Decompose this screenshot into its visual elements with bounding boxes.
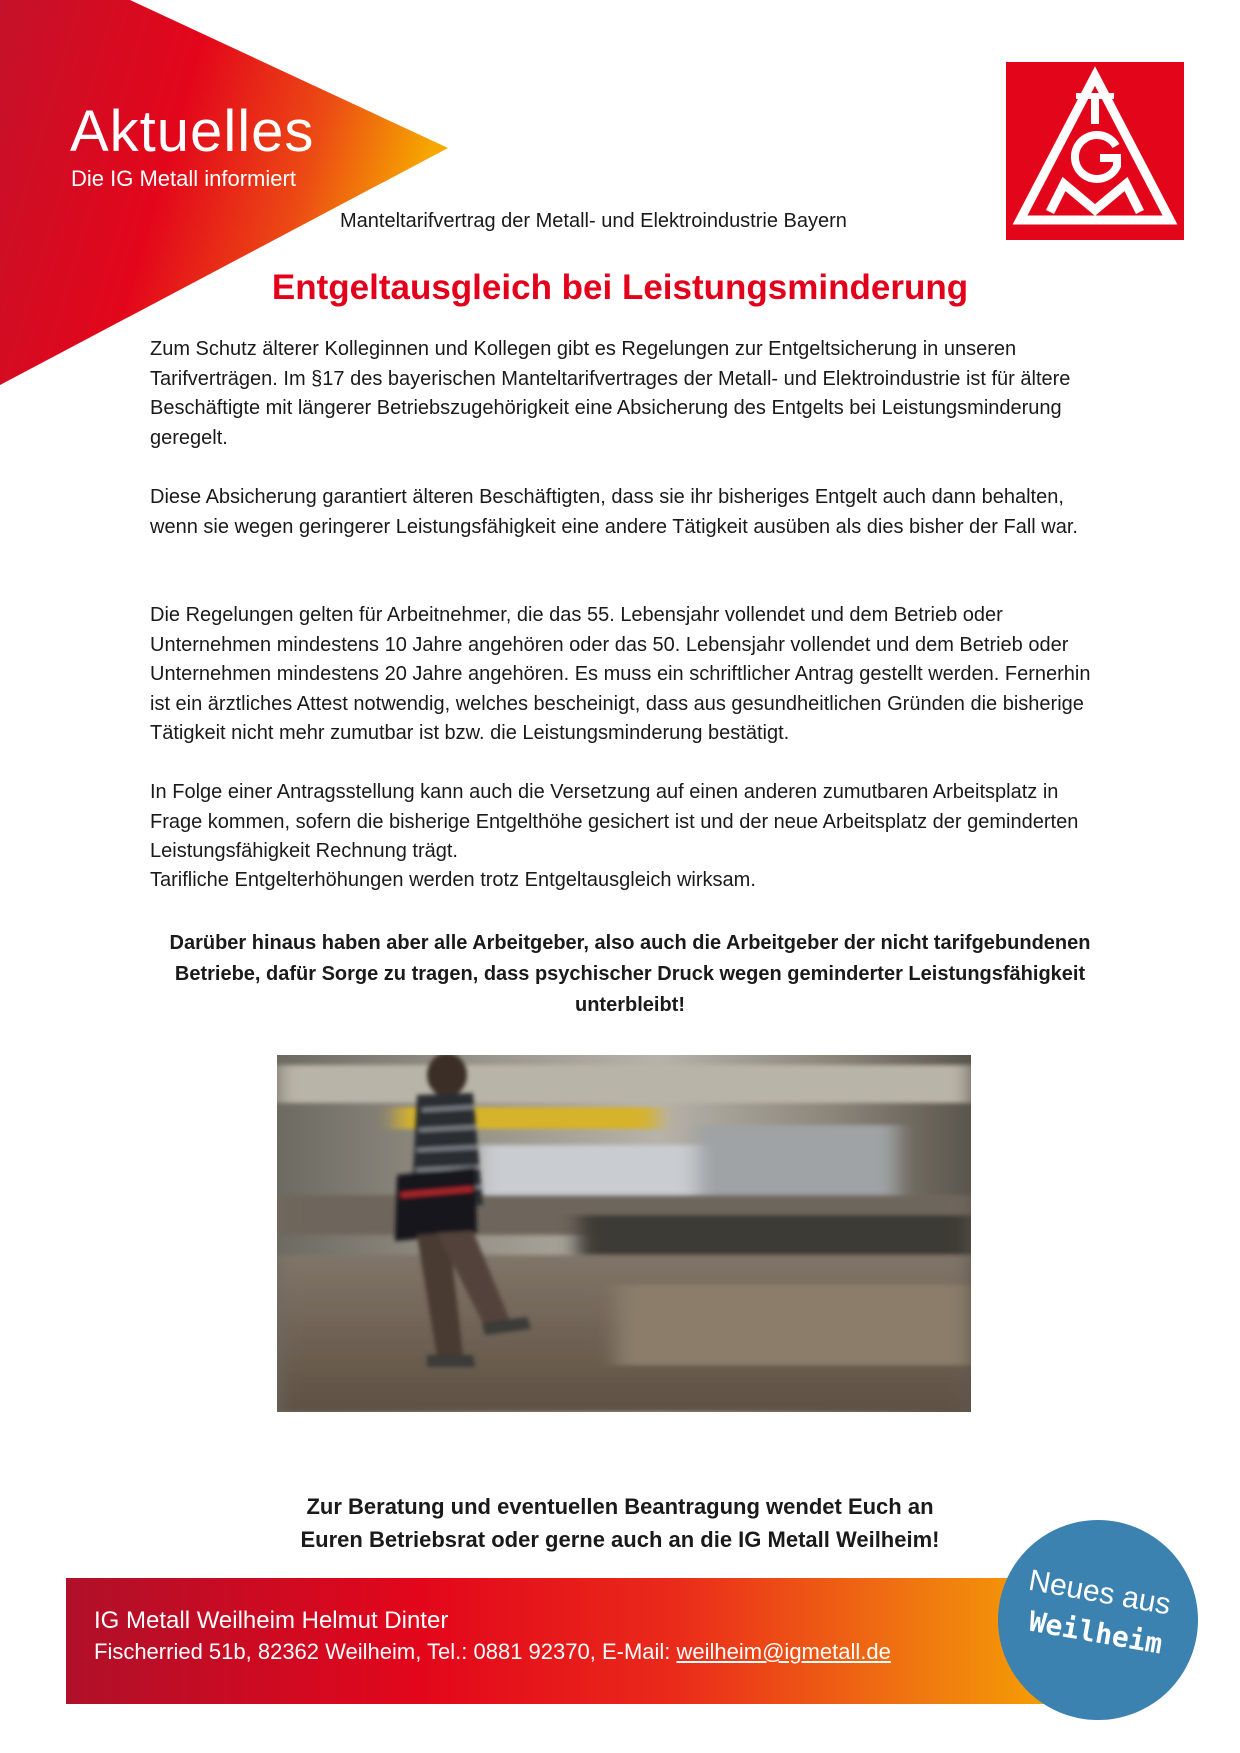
ig-metall-logo — [1006, 62, 1184, 240]
paragraph: In Folge einer Antragsstellung kann auch die Versetzung auf einen anderen zumutbaren Arbeitsplatz in Frage kommen, sofern die bisherige Entgelthöhe gesichert ist und der neue Arbeitsplatz der geminderten Leistungsfähigkeit Rechnung trägt. — [150, 781, 1079, 862]
paragraph: Zum Schutz älterer Kolleginnen und Kollegen gibt es Regelungen zur Entgeltsicherung in unseren Tarifverträgen. Im §17 des bayerischen Manteltarifvertrages der Metall- und Elektroindustrie ist für ältere Beschäftigte mit längerer Betriebszugehörigkeit eine Absicherung des Entgelts bei Leistungsminderung geregelt. — [150, 338, 1071, 449]
motion-blur-photo — [277, 1055, 971, 1412]
badge-line2: Weilheim — [1026, 1604, 1165, 1661]
contact-note-line: Zur Beratung und eventuellen Beantragung wendet Euch an — [306, 1494, 934, 1519]
footer-address — [94, 1639, 891, 1665]
paragraph: Tarifliche Entgelterhöhungen werden trotz Entgeltausgleich wirksam. — [150, 869, 756, 891]
banner-subtitle: Die IG Metall informiert — [71, 166, 296, 191]
paragraph: Diese Absicherung garantiert älteren Beschäftigten, dass sie ihr bisheriges Entgelt auch dann behalten, wenn sie wegen geringerer Leistungsfähigkeit eine andere Tätigkeit ausüben als dies bisher der Fall war. — [150, 486, 1078, 538]
document-kicker: Manteltarifvertrag der Metall- und Elektroindustrie Bayern — [340, 210, 847, 232]
badge-line1: Neues aus — [1026, 1563, 1174, 1622]
footer-name: IG Metall Weilheim Helmut Dinter — [94, 1607, 449, 1634]
bold-note: Darüber hinaus haben aber alle Arbeitgeber, also auch die Arbeitgeber der nicht tarifgebundenen Betriebe, dafür Sorge zu tragen, dass psychischer Druck wegen geminderter Leistungsfähigkeit unterbleibt! — [169, 932, 1091, 1016]
contact-note-line: Euren Betriebsrat oder gerne auch an die IG Metall Weilheim! — [300, 1527, 940, 1552]
corner-banner — [0, 0, 460, 390]
paragraph: Die Regelungen gelten für Arbeitnehmer, die das 55. Lebensjahr vollendet und dem Betrieb oder Unternehmen mindestens 10 Jahre angehören oder das 50. Lebensjahr vollendet und dem Betrieb oder Unternehmen mindestens 20 Jahre angehören. Es muss ein schriftlicher Antrag gestellt werden. Fernerhin ist ein ärztliches Attest notwendig, welches bescheinigt, dass aus gesundheitlichen Gründen die bisherige Tätigkeit nicht mehr zumutbar ist bzw. die Leistungsminderung bestätigt. — [150, 604, 1091, 744]
document-title: Entgeltausgleich bei Leistungsminderung — [271, 268, 969, 307]
banner-title: Aktuelles — [70, 99, 315, 164]
footer-address-text: Fischerried 51b, 82362 Weilheim, Tel.: 0881 92370, E-Mail: — [94, 1639, 677, 1664]
email-link[interactable]: weilheim@igmetall.de — [676, 1639, 891, 1664]
neues-aus-weilheim-badge — [994, 1516, 1202, 1724]
